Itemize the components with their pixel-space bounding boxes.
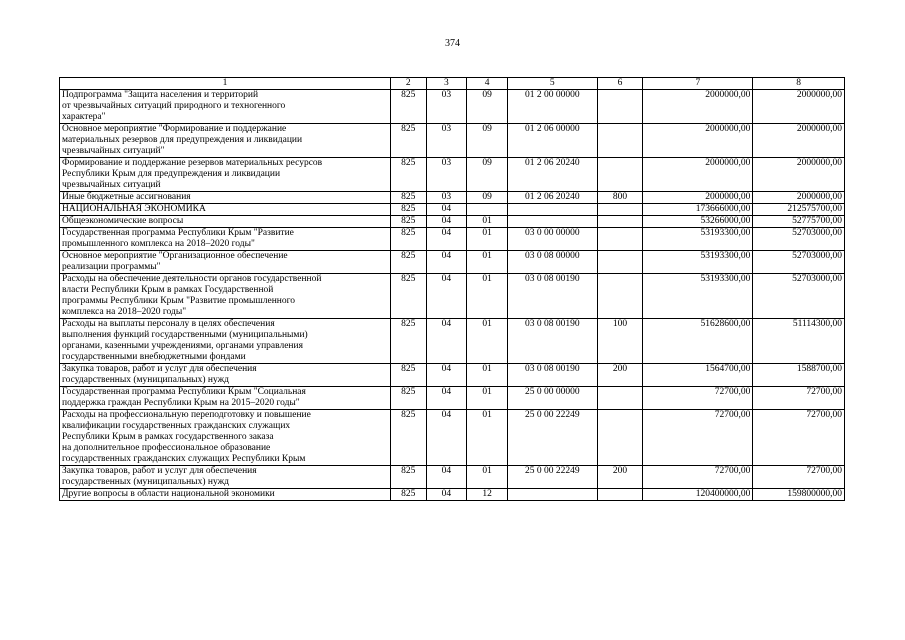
row-amount-8: 2000000,00 <box>753 90 845 124</box>
row-cell-4: 01 <box>467 364 508 387</box>
row-cell-2: 825 <box>390 158 426 192</box>
table-row <box>60 251 845 274</box>
row-name-cell: Подпрограмма "Защита населения и территорий от чрезвычайных ситуаций природного и техногенного характера" <box>60 90 391 124</box>
row-amount-8: 72700,00 <box>753 466 845 489</box>
row-cell-4: 01 <box>467 251 508 274</box>
row-amount-7: 53193300,00 <box>643 228 753 251</box>
table-row <box>60 319 845 364</box>
row-cell-5: 25 0 00 22249 <box>507 466 597 489</box>
row-amount-8: 52703000,00 <box>753 228 845 251</box>
row-amount-7: 1564700,00 <box>643 364 753 387</box>
row-cell-5: 01 2 06 00000 <box>507 124 597 158</box>
row-amount-8: 159800000,00 <box>753 489 845 501</box>
table-row <box>60 228 845 251</box>
header-cell-5: 5 <box>507 78 597 90</box>
row-cell-4: 01 <box>467 228 508 251</box>
row-name-cell: Иные бюджетные ассигнования <box>60 192 391 204</box>
row-cell-5: 01 2 00 00000 <box>507 90 597 124</box>
row-name-cell: Закупка товаров, работ и услуг для обеспечения государственных (муниципальных) нужд <box>60 466 391 489</box>
row-cell-2: 825 <box>390 489 426 501</box>
row-cell-2: 825 <box>390 251 426 274</box>
row-amount-7: 2000000,00 <box>643 90 753 124</box>
table-row <box>60 192 845 204</box>
row-amount-7: 72700,00 <box>643 466 753 489</box>
header-cell-2: 2 <box>390 78 426 90</box>
row-cell-5: 03 0 08 00000 <box>507 251 597 274</box>
row-cell-6: 800 <box>597 192 643 204</box>
budget-table <box>59 77 845 501</box>
row-cell-6: 200 <box>597 364 643 387</box>
row-cell-4: 01 <box>467 216 508 228</box>
row-amount-8: 2000000,00 <box>753 158 845 192</box>
row-cell-3: 04 <box>426 251 467 274</box>
row-amount-8: 212575700,00 <box>753 204 845 216</box>
table-row <box>60 124 845 158</box>
row-cell-4: 01 <box>467 319 508 364</box>
row-name-cell: Государственная программа Республики Крым "Развитие промышленного комплекса на 2018–2020 годы" <box>60 228 391 251</box>
row-cell-2: 825 <box>390 216 426 228</box>
row-cell-2: 825 <box>390 274 426 319</box>
row-cell-4: 09 <box>467 192 508 204</box>
row-cell-5: 03 0 08 00190 <box>507 364 597 387</box>
row-name-cell: Расходы на обеспечение деятельности органов государственной власти Республики Крым в рамках Государственной программы Республики Крым "Развитие промышленного комплекса на 2018–2020 годы" <box>60 274 391 319</box>
table-row <box>60 489 845 501</box>
row-cell-6 <box>597 251 643 274</box>
row-cell-4: 01 <box>467 387 508 410</box>
table-row <box>60 410 845 466</box>
row-name-cell: Расходы на профессиональную переподготовку и повышение квалификации государственных гражданских служащих Республики Крым в рамках государственного заказа на дополнительное профессиональное образование государственных гражданских служащих Республики Крым <box>60 410 391 466</box>
row-cell-3: 04 <box>426 489 467 501</box>
row-cell-3: 04 <box>426 204 467 216</box>
row-cell-6 <box>597 216 643 228</box>
row-cell-2: 825 <box>390 204 426 216</box>
row-amount-7: 2000000,00 <box>643 158 753 192</box>
row-cell-2: 825 <box>390 228 426 251</box>
row-cell-3: 04 <box>426 387 467 410</box>
table-row <box>60 204 845 216</box>
page-number: 374 <box>445 38 460 49</box>
row-amount-8: 2000000,00 <box>753 124 845 158</box>
row-amount-8: 52703000,00 <box>753 251 845 274</box>
row-cell-6: 200 <box>597 466 643 489</box>
row-cell-5: 01 2 06 20240 <box>507 158 597 192</box>
row-name-cell: Другие вопросы в области национальной экономики <box>60 489 391 501</box>
row-cell-3: 04 <box>426 216 467 228</box>
row-cell-6 <box>597 158 643 192</box>
row-name-cell: Общеэкономические вопросы <box>60 216 391 228</box>
row-amount-7: 2000000,00 <box>643 192 753 204</box>
table-row <box>60 364 845 387</box>
row-name-cell: Основное мероприятие "Организационное обеспечение реализации программы" <box>60 251 391 274</box>
table-row <box>60 216 845 228</box>
row-cell-4 <box>467 204 508 216</box>
row-cell-6: 100 <box>597 319 643 364</box>
row-cell-4: 01 <box>467 410 508 466</box>
row-cell-5: 25 0 00 22249 <box>507 410 597 466</box>
row-cell-5: 01 2 06 20240 <box>507 192 597 204</box>
table-row <box>60 90 845 124</box>
row-cell-6 <box>597 410 643 466</box>
row-cell-4: 12 <box>467 489 508 501</box>
header-row <box>60 78 845 90</box>
row-amount-7: 53193300,00 <box>643 251 753 274</box>
row-cell-3: 04 <box>426 319 467 364</box>
row-name-cell: Государственная программа Республики Крым "Социальная поддержка граждан Республики Крым на 2015–2020 годы" <box>60 387 391 410</box>
header-cell-6: 6 <box>597 78 643 90</box>
row-amount-8: 51114300,00 <box>753 319 845 364</box>
header-cell-1: 1 <box>60 78 391 90</box>
header-cell-4: 4 <box>467 78 508 90</box>
table-row <box>60 387 845 410</box>
row-cell-2: 825 <box>390 124 426 158</box>
row-cell-4: 09 <box>467 90 508 124</box>
row-cell-5 <box>507 204 597 216</box>
row-amount-7: 53266000,00 <box>643 216 753 228</box>
row-cell-2: 825 <box>390 387 426 410</box>
row-cell-3: 03 <box>426 158 467 192</box>
row-cell-5 <box>507 489 597 501</box>
row-cell-2: 825 <box>390 192 426 204</box>
row-name-cell: Расходы на выплаты персоналу в целях обеспечения выполнения функций государственными (муниципальными) органами, казенными учреждениями, органами управления государственными внебюджетными фондами <box>60 319 391 364</box>
row-amount-7: 2000000,00 <box>643 124 753 158</box>
row-cell-6 <box>597 124 643 158</box>
row-name-cell: НАЦИОНАЛЬНАЯ ЭКОНОМИКА <box>60 204 391 216</box>
header-cell-3: 3 <box>426 78 467 90</box>
row-name-cell: Основное мероприятие "Формирование и поддержание материальных резервов для предупреждения и ликвидации чрезвычайных ситуаций" <box>60 124 391 158</box>
row-cell-3: 04 <box>426 410 467 466</box>
row-cell-5: 03 0 00 00000 <box>507 228 597 251</box>
row-cell-6 <box>597 228 643 251</box>
table-row <box>60 466 845 489</box>
row-cell-3: 04 <box>426 466 467 489</box>
row-cell-3: 03 <box>426 124 467 158</box>
row-amount-8: 2000000,00 <box>753 192 845 204</box>
row-name-cell: Закупка товаров, работ и услуг для обеспечения государственных (муниципальных) нужд <box>60 364 391 387</box>
row-cell-4: 01 <box>467 466 508 489</box>
row-cell-4: 01 <box>467 274 508 319</box>
row-cell-2: 825 <box>390 466 426 489</box>
table-row <box>60 274 845 319</box>
header-cell-7: 7 <box>643 78 753 90</box>
row-cell-6 <box>597 387 643 410</box>
row-cell-5 <box>507 216 597 228</box>
row-amount-8: 72700,00 <box>753 387 845 410</box>
row-cell-2: 825 <box>390 90 426 124</box>
row-cell-3: 03 <box>426 90 467 124</box>
row-cell-6 <box>597 489 643 501</box>
row-cell-2: 825 <box>390 410 426 466</box>
row-cell-3: 04 <box>426 274 467 319</box>
row-cell-5: 03 0 08 00190 <box>507 319 597 364</box>
row-name-cell: Формирование и поддержание резервов материальных ресурсов Республики Крым для предупреждения и ликвидации чрезвычайных ситуаций <box>60 158 391 192</box>
row-amount-7: 173666000,00 <box>643 204 753 216</box>
row-cell-2: 825 <box>390 364 426 387</box>
row-cell-2: 825 <box>390 319 426 364</box>
row-amount-7: 72700,00 <box>643 410 753 466</box>
row-cell-3: 04 <box>426 228 467 251</box>
header-cell-8: 8 <box>753 78 845 90</box>
row-cell-4: 09 <box>467 158 508 192</box>
row-amount-8: 1588700,00 <box>753 364 845 387</box>
table-row <box>60 158 845 192</box>
row-amount-8: 52703000,00 <box>753 274 845 319</box>
row-amount-8: 52775700,00 <box>753 216 845 228</box>
row-amount-7: 72700,00 <box>643 387 753 410</box>
row-amount-7: 51628600,00 <box>643 319 753 364</box>
row-cell-6 <box>597 204 643 216</box>
row-cell-3: 04 <box>426 364 467 387</box>
row-cell-4: 09 <box>467 124 508 158</box>
row-amount-7: 120400000,00 <box>643 489 753 501</box>
row-cell-6 <box>597 274 643 319</box>
row-cell-6 <box>597 90 643 124</box>
row-amount-8: 72700,00 <box>753 410 845 466</box>
row-cell-5: 25 0 00 00000 <box>507 387 597 410</box>
row-cell-3: 03 <box>426 192 467 204</box>
row-amount-7: 53193300,00 <box>643 274 753 319</box>
row-cell-5: 03 0 08 00190 <box>507 274 597 319</box>
